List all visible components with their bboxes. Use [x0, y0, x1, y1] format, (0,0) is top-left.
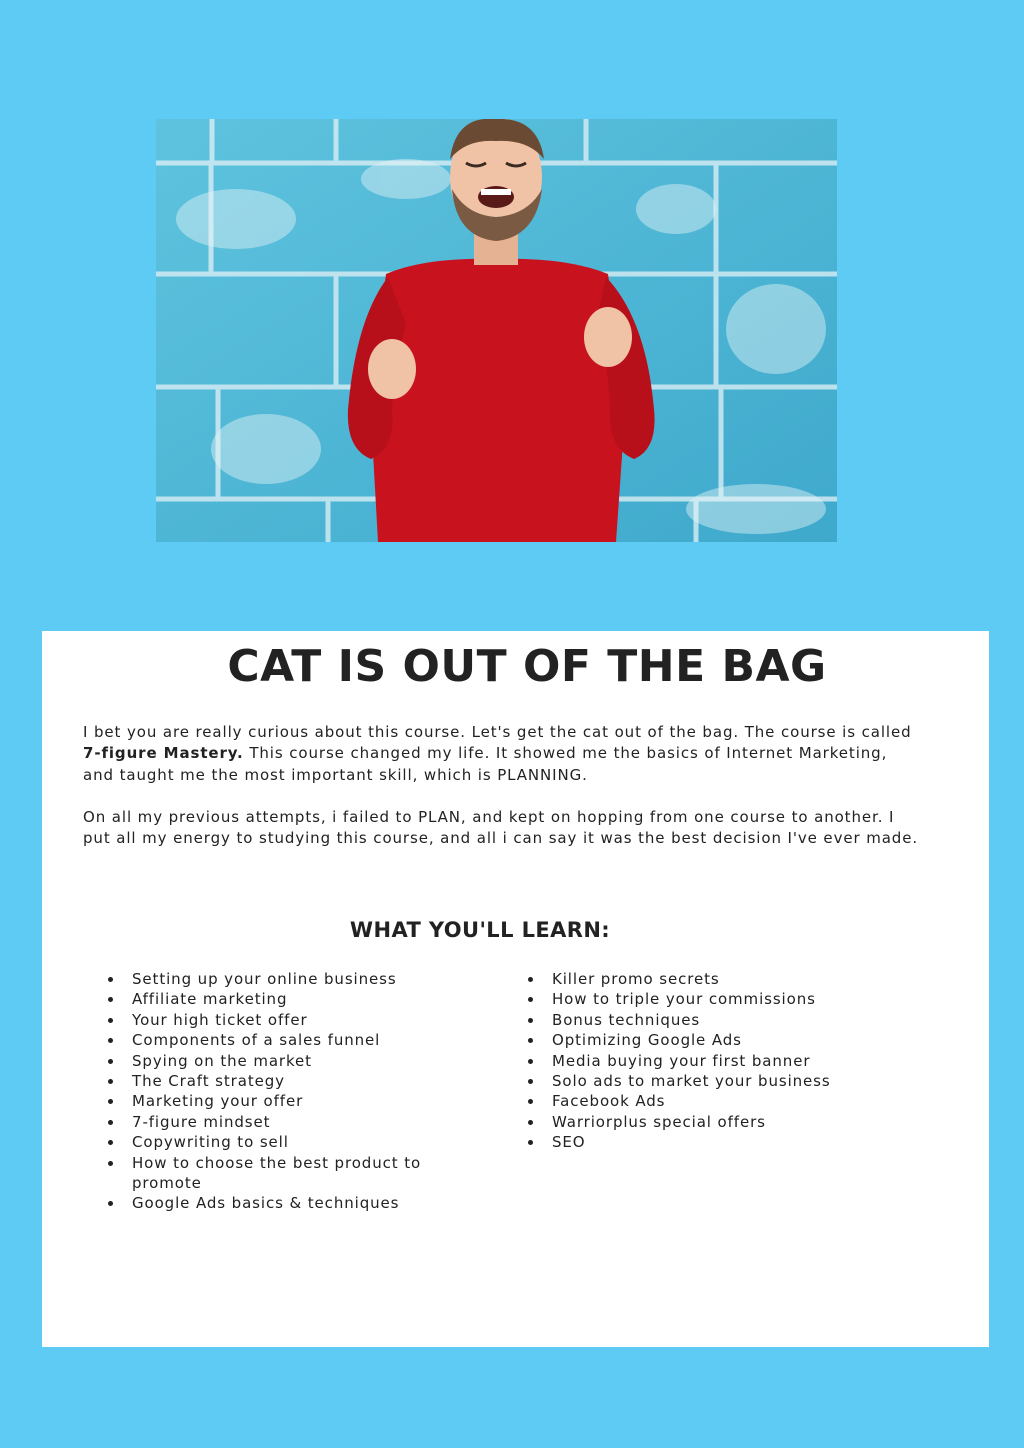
- red-sweater: [370, 259, 626, 542]
- page-title: CAT IS OUT OF THE BAG: [227, 641, 827, 692]
- bullet-icon: [108, 1079, 113, 1084]
- learn-list-left: [132, 969, 432, 1214]
- bullet-icon: [528, 1059, 533, 1064]
- list-item: Solo ads to market your business: [552, 1071, 882, 1091]
- list-item: Setting up your online business: [132, 969, 432, 989]
- intro-p1-end: This course changed my life. It showed me the basics of Internet Marketing, and taught me the most important skill, which is PLANNING.: [83, 744, 888, 784]
- hero-photo: [156, 119, 837, 542]
- intro-p1-start: I bet you are really curious about this course. Let's get the cat out of the bag. The course is called: [83, 723, 912, 741]
- teeth: [481, 189, 511, 195]
- list-item: Facebook Ads: [552, 1091, 882, 1111]
- list-item: How to choose the best product to promote: [132, 1153, 432, 1194]
- list-item: Spying on the market: [132, 1051, 432, 1071]
- bullet-icon: [528, 1079, 533, 1084]
- course-name: 7-figure Mastery.: [83, 744, 244, 763]
- bullet-icon: [108, 1161, 113, 1166]
- learn-heading: WHAT YOU'LL LEARN:: [349, 918, 611, 942]
- bullet-icon: [528, 977, 533, 982]
- bullet-icon: [108, 1120, 113, 1125]
- right-fist: [584, 307, 632, 367]
- list-item: Marketing your offer: [132, 1091, 432, 1111]
- list-item: Components of a sales funnel: [132, 1030, 432, 1050]
- list-item: How to triple your commissions: [552, 989, 882, 1009]
- list-item: Your high ticket offer: [132, 1010, 432, 1030]
- list-item: The Craft strategy: [132, 1071, 432, 1091]
- list-item: Media buying your first banner: [552, 1051, 882, 1071]
- intro-paragraph-1: [83, 722, 923, 786]
- list-item: SEO: [552, 1132, 882, 1152]
- list-item: Affiliate marketing: [132, 989, 432, 1009]
- bullet-icon: [528, 1018, 533, 1023]
- hero-photo-illustration: [156, 119, 837, 542]
- learn-list-right: [552, 969, 882, 1153]
- bullet-icon: [108, 1059, 113, 1064]
- list-item: Warriorplus special offers: [552, 1112, 882, 1132]
- intro-paragraph-2: On all my previous attempts, i failed to PLAN, and kept on hopping from one course to another. I put all my energy to studying this course, and all i can say it was the best decision I've ever made.: [83, 807, 919, 848]
- list-item: Optimizing Google Ads: [552, 1030, 882, 1050]
- list-item: Google Ads basics & techniques: [132, 1193, 432, 1213]
- intro-text: [83, 722, 923, 849]
- bullet-icon: [108, 977, 113, 982]
- bullet-icon: [108, 1018, 113, 1023]
- bullet-icon: [528, 1120, 533, 1125]
- left-fist: [368, 339, 416, 399]
- list-item: 7-figure mindset: [132, 1112, 432, 1132]
- list-item: Killer promo secrets: [552, 969, 882, 989]
- list-item: Bonus techniques: [552, 1010, 882, 1030]
- list-item: Copywriting to sell: [132, 1132, 432, 1152]
